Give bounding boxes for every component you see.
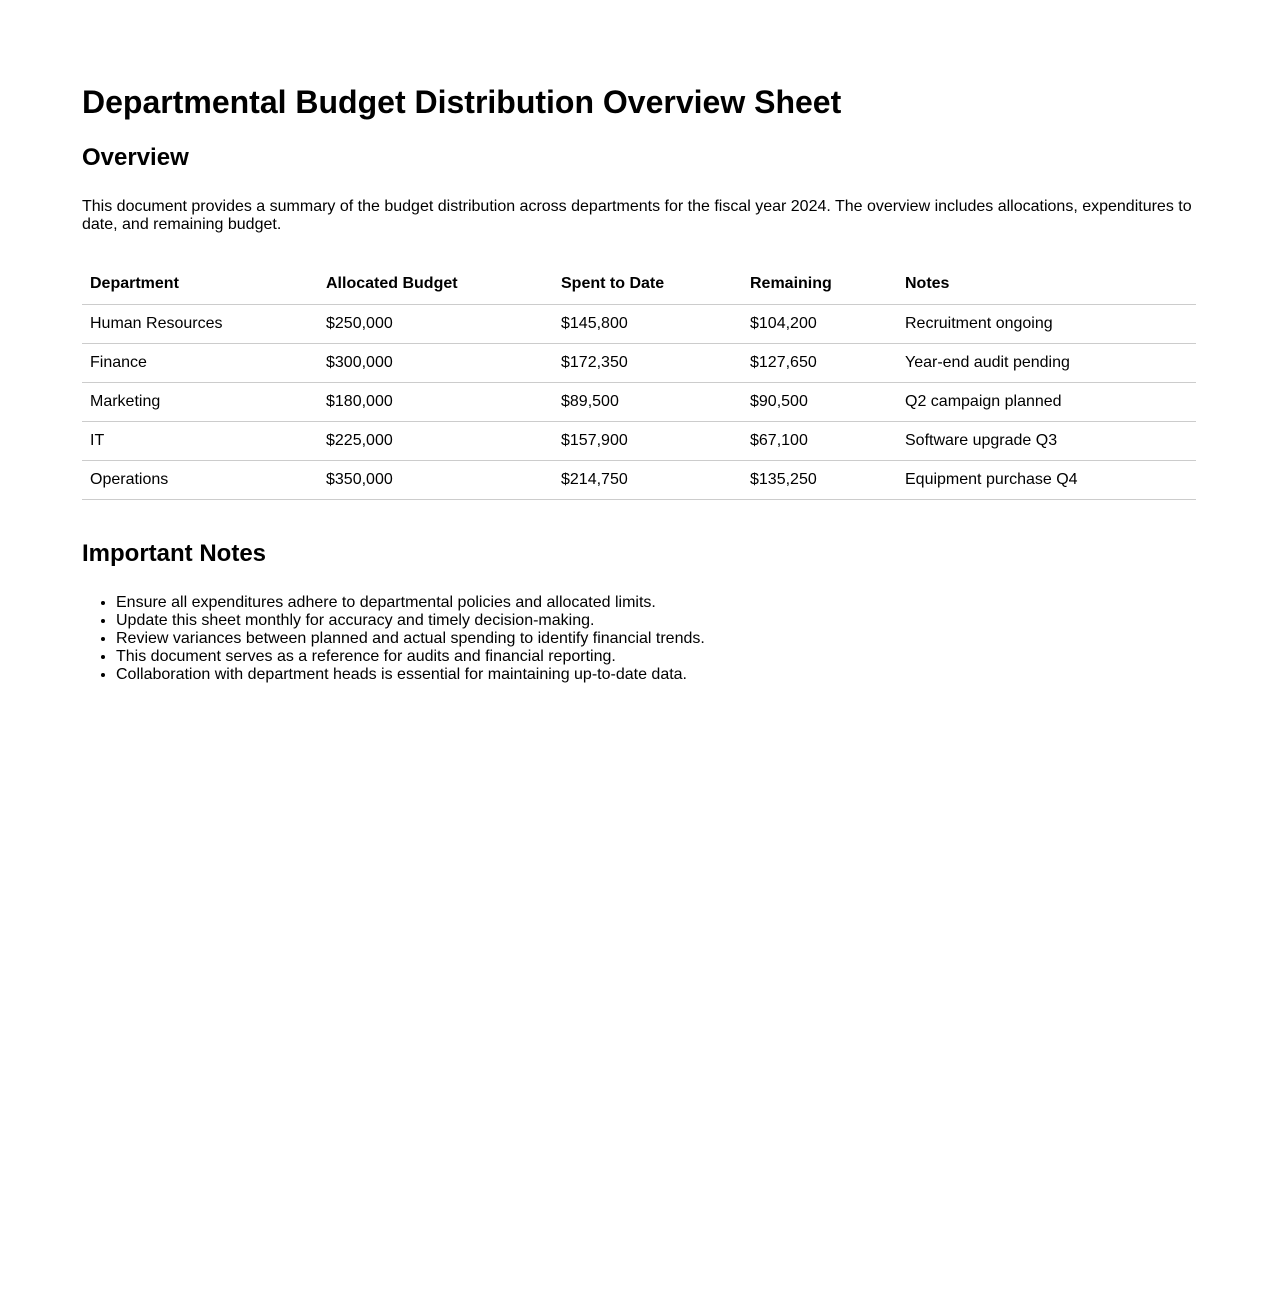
list-item: • Collaboration with department heads is essential for maintaining up-to-date data. (116, 666, 1196, 684)
cell-allocated-budget: $180,000 (318, 383, 553, 422)
table-row (82, 422, 1196, 461)
cell-spent-to-date: $214,750 (553, 461, 742, 500)
cell-notes: Software upgrade Q3 (897, 422, 1196, 461)
cell-department: IT (82, 422, 318, 461)
cell-spent-to-date: $157,900 (553, 422, 742, 461)
cell-spent-to-date: $89,500 (553, 383, 742, 422)
cell-department: Finance (82, 344, 318, 383)
budget-table (82, 264, 1196, 500)
page-title: Departmental Budget Distribution Overview Sheet (82, 84, 842, 120)
table-row (82, 383, 1196, 422)
header-department: Department (82, 264, 318, 305)
list-item: • This document serves as a reference for audits and financial reporting. (116, 648, 1196, 666)
cell-allocated-budget: $300,000 (318, 344, 553, 383)
table-header-row (82, 264, 1196, 305)
cell-remaining: $127,650 (742, 344, 897, 383)
cell-spent-to-date: $145,800 (553, 305, 742, 344)
header-spent-to-date: Spent to Date (553, 264, 742, 305)
cell-notes: Q2 campaign planned (897, 383, 1196, 422)
cell-department: Marketing (82, 383, 318, 422)
cell-allocated-budget: $350,000 (318, 461, 553, 500)
list-item: • Ensure all expenditures adhere to departmental policies and allocated limits. (116, 594, 1196, 612)
overview-heading: Overview (82, 144, 189, 171)
important-notes-list (82, 594, 1196, 684)
overview-text: This document provides a summary of the budget distribution across departments for the fiscal year 2024. The overview includes allocations, expenditures to date, and remaining budget. (82, 198, 1192, 233)
list-item: • Update this sheet monthly for accuracy and timely decision-making. (116, 612, 1196, 630)
cell-remaining: $67,100 (742, 422, 897, 461)
cell-notes: Year-end audit pending (897, 344, 1196, 383)
cell-remaining: $104,200 (742, 305, 897, 344)
important-notes-heading: Important Notes (82, 540, 267, 567)
table-row (82, 461, 1196, 500)
header-notes: Notes (897, 264, 1196, 305)
cell-department: Human Resources (82, 305, 318, 344)
cell-remaining: $135,250 (742, 461, 897, 500)
header-allocated-budget: Allocated Budget (318, 264, 553, 305)
cell-notes: Recruitment ongoing (897, 305, 1196, 344)
header-remaining: Remaining (742, 264, 897, 305)
table-row (82, 305, 1196, 344)
cell-spent-to-date: $172,350 (553, 344, 742, 383)
table-row (82, 344, 1196, 383)
cell-remaining: $90,500 (742, 383, 897, 422)
cell-allocated-budget: $225,000 (318, 422, 553, 461)
cell-allocated-budget: $250,000 (318, 305, 553, 344)
cell-notes: Equipment purchase Q4 (897, 461, 1196, 500)
list-item: • Review variances between planned and actual spending to identify financial trends. (116, 630, 1196, 648)
cell-department: Operations (82, 461, 318, 500)
